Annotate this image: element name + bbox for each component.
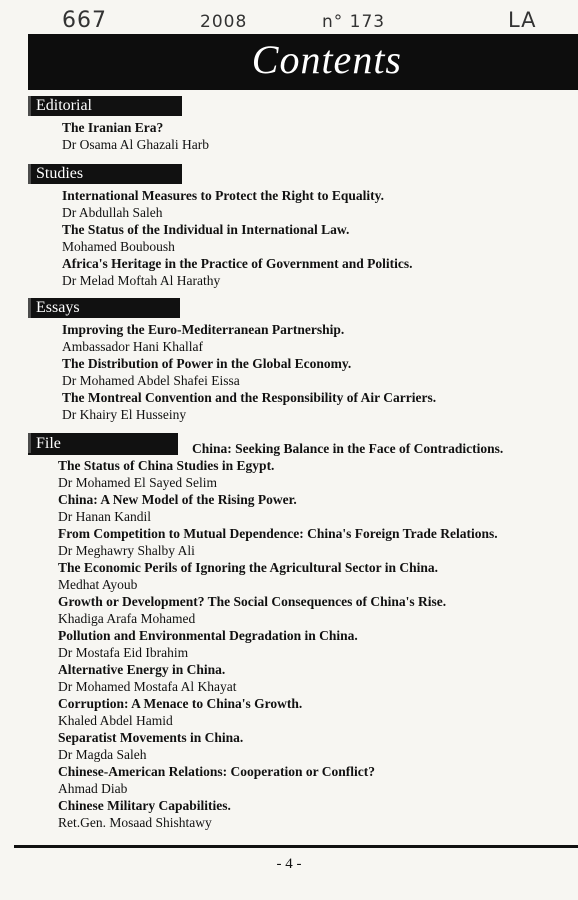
entry-title: Chinese Military Capabilities.	[58, 798, 231, 813]
page-title: Contents	[251, 37, 402, 82]
entry-author: Khaled Abdel Hamid	[58, 713, 173, 728]
entry-author: Ahmad Diab	[58, 781, 128, 796]
entry-author: Medhat Ayoub	[58, 577, 138, 592]
section-file	[28, 433, 578, 831]
file-theme-title: China: Seeking Balance in the Face of Contradictions.	[192, 441, 504, 456]
entry-author: Dr Melad Moftah Al Harathy	[62, 273, 221, 288]
section-label-essays: Essays	[28, 298, 180, 318]
entry-title: The Distribution of Power in the Global Economy.	[62, 356, 352, 371]
entry-author: Dr Meghawry Shalby Ali	[58, 543, 195, 558]
entry-title: The Economic Perils of Ignoring the Agricultural Sector in China.	[58, 560, 438, 575]
entry-title: Growth or Development? The Social Consequences of China's Rise.	[58, 594, 447, 609]
entry-author: Dr Mohamed Mostafa Al Khayat	[58, 679, 237, 694]
entry-title: The Status of the Individual in International Law.	[62, 222, 350, 237]
handwritten-note-2: 2008	[200, 12, 248, 32]
handwritten-note-1: 667	[62, 8, 107, 33]
entry-title: China: A New Model of the Rising Power.	[58, 492, 297, 507]
section-studies	[28, 164, 578, 289]
section-editorial	[28, 96, 578, 153]
entry-title: Pollution and Environmental Degradation in China.	[58, 628, 358, 643]
entry-title: Improving the Euro-Mediterranean Partnership.	[62, 322, 345, 337]
title-banner	[28, 34, 578, 90]
entry-title: International Measures to Protect the Right to Equality.	[62, 188, 384, 203]
entry-author: Dr Abdullah Saleh	[62, 205, 163, 220]
section-essays	[28, 298, 578, 423]
section-label-studies: Studies	[28, 164, 182, 184]
entry-author: Dr Hanan Kandil	[58, 509, 151, 524]
entry-title: Corruption: A Menace to China's Growth.	[58, 696, 303, 711]
entry-title: The Status of China Studies in Egypt.	[58, 458, 275, 473]
entry-author: Dr Osama Al Ghazali Harb	[62, 137, 209, 152]
section-label-file: File	[28, 433, 178, 455]
entry-title: Chinese-American Relations: Cooperation or Conflict?	[58, 764, 375, 779]
entry-author: Dr Khairy El Husseiny	[62, 407, 187, 422]
entry-author: Dr Magda Saleh	[58, 747, 147, 762]
footer-rule	[14, 845, 578, 848]
section-label-editorial: Editorial	[28, 96, 182, 116]
entry-author: Khadiga Arafa Mohamed	[58, 611, 196, 626]
handwritten-note-3: n° 173	[322, 12, 386, 32]
handwritten-note-4: LA	[508, 8, 537, 32]
entry-title: Africa's Heritage in the Practice of Government and Politics.	[62, 256, 413, 271]
entry-author: Ret.Gen. Mosaad Shishtawy	[58, 815, 212, 830]
entry-title: From Competition to Mutual Dependence: China's Foreign Trade Relations.	[58, 526, 498, 541]
entry-author: Mohamed Bouboush	[62, 239, 175, 254]
entry-author: Dr Mostafa Eid Ibrahim	[58, 645, 189, 660]
entry-author: Dr Mohamed El Sayed Selim	[58, 475, 217, 490]
page-number: - 4 -	[276, 856, 302, 872]
entry-author: Ambassador Hani Khallaf	[62, 339, 203, 354]
entry-title: The Iranian Era?	[62, 120, 164, 135]
entry-author: Dr Mohamed Abdel Shafei Eissa	[62, 373, 240, 388]
entry-title: Alternative Energy in China.	[58, 662, 226, 677]
entry-title: The Montreal Convention and the Responsibility of Air Carriers.	[62, 390, 437, 405]
entry-title: Separatist Movements in China.	[58, 730, 244, 745]
